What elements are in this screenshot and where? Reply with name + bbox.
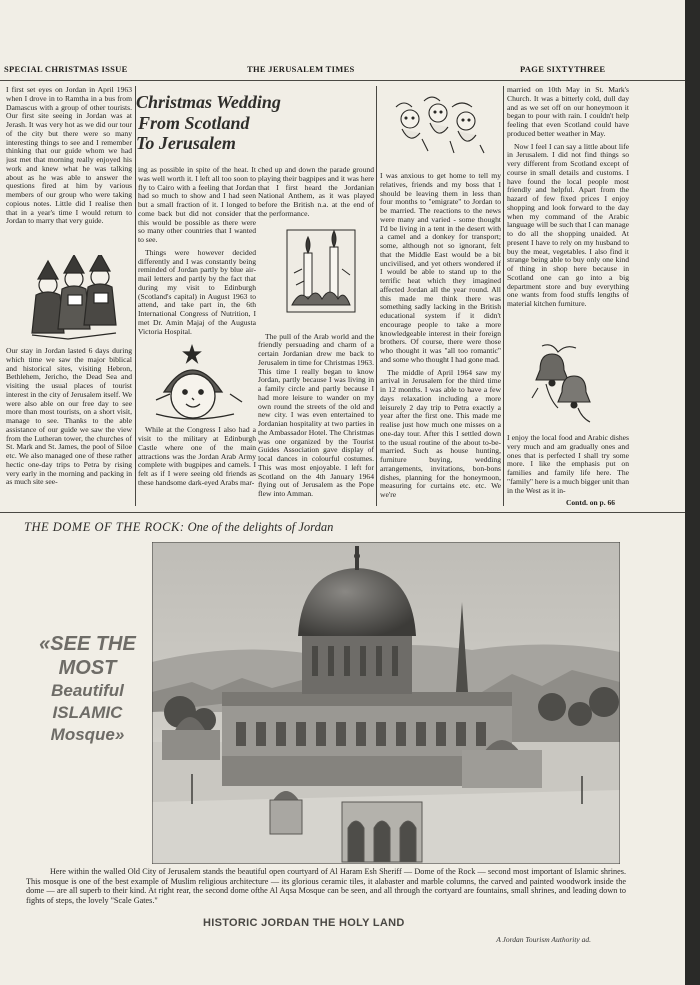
article-column-3 [258, 166, 374, 506]
header-rule [0, 80, 685, 81]
snowman-illustration [138, 340, 256, 426]
column-rule-2 [376, 86, 377, 506]
article-column-5a [507, 86, 629, 338]
ad-caption-title: THE DOME OF THE ROCK: [24, 520, 185, 534]
ad-caption-subtitle: One of the delights of Jordan [187, 520, 334, 534]
paragraph: married on 10th May in St. Mark's Church. It was a bitterly cold, dull day and as we set off on our honeymoon it began to pour with rain. I couldn't help feeling that even Scotland could have produced better weather in May. [507, 86, 629, 138]
candles-illustration [258, 223, 374, 333]
headline-line-1: Christmas Wedding [136, 92, 281, 112]
paragraph: While at the Congress I also had a visit to the military at Edinburgh Castle where one of the main attractions was the Jordan Arab Army complete with bugpipes and camels. I felt as if I were seeing old friends as these handsome dark-eyed Arabs mar- [138, 425, 256, 487]
headline-line-2: From Scotland [138, 112, 250, 133]
paragraph: Things were however decided differently and I was constantly being reminded of Jordan partly by blue air-mail letters and partly by the fact that during my visit to Edinburgh (Scotland's capital) in August 1963 to attend, and take part in, the 6th International Congress of Nutrition, I met Dr. Amin Majaj of the Augusta Victoria Hospital. [138, 247, 256, 336]
article-headline [136, 92, 376, 154]
header-issue: SPECIAL CHRISTMAS ISSUE [4, 64, 128, 74]
section-rule [0, 512, 685, 513]
article-column-1a [6, 86, 132, 256]
paragraph: Our stay in Jordan lasted 6 days during which time we saw the major biblical and historical sites, visiting Hebron, Bethlehem, Jericho, the Dead Sea and visiting the usual places of tourist interest in the city of Jerusalem itself. We were also able on our free day to see more than most tourists, on a short visit, manage to see. Thanks to the able assistance of our guide we saw the view from the Lutheran tower, the churches of St. Mark and St. James, the pool of Siloe etc. We also managed one of these rather hectic one-day trips to Petra by rising very early in the morning and packing in as much site see- [6, 347, 132, 487]
ad-body-text: Here within the walled Old City of Jerusalem stands the beautiful open courtyard of Al Haram Esh Sheriff — Dome of the Rock — second most important of Islamic shrines. This mosque is one of the best example of Muslim religious architecture — its glorious ceramic tiles, it alabaster and marble columns, the carved and painted woodwork inside the dome — are all superb to their kind. At right rear, the second dome ofthe Al Aqsa Mosque can be seen, and all through the cortyard are fountains, small shrines, and leading down to fights of steps, the lovely "Scale Gates." [26, 867, 626, 905]
paragraph: Now I feel I can say a little about life in Jerusalem. I did not find things so very different from Scotland except of course in small details and customs. I have found the local people most friendly and helpful. Apart from the hazard of few fixed prices I enjoy shopping and look forward to the day when my command of the Arabic language will be such that I can manage to do all the shopping unaided. At present I have to rely on my husband to buy the meat, vegetables. I also find it strange being able to buy only one kind of thing in shop here because in Scotland one can go into a big department store and buy everything one wants from food stuffs lengths of material kitchen furniture. [507, 141, 629, 308]
paragraph: I was anxious to get home to tell my relatives, friends and my boss that I should be leaving them in less than four months to "emigrate" to Jordan to be married. The reactions to the news were many and varied - some thought I'd be living in a tent in the desert with a camel and a donkey for transport; some, although not so ignorant, felt that the Middle East would be a bit uncivilised, and yet others wondered if I would be able to stand up to the terrific heat which they imagined affected Jordan all the year round. All this made me think there was something sadly lacking in the British educational system if it didn't encourage people to take a more knowledgeable interest in their foreign brothers. Of course, there were those who thought it was "all too romantic" and some who thought I had gone mad. [380, 172, 501, 364]
bells-illustration [528, 340, 598, 430]
paragraph: I first set eyes on Jordan in April 1963 when I drove in to Ramtha in a bus from Damascus with a group of other tourists. Our first site seeing in Jordan was at Jerash. It was very hot as we did our tour of the city but there were so many interesting things to see and I remember thinking that our guide whom we had just met that morning really enjoyed his work and knew what he was talking about as he was able to answer the questions fired at him by various members of our group who were taking copious notes. Little did I realise then that in a year's time I would return to Jordan to marry that very guide. [6, 86, 132, 226]
ad-slogan [20, 632, 155, 746]
headline-line-3: To Jerusalem [136, 133, 236, 153]
article-column-5b [507, 434, 629, 502]
header-page-number: PAGE SIXTYTHREE [520, 64, 606, 74]
ad-caption [24, 520, 333, 535]
slogan-line-5: Mosque» [50, 725, 125, 744]
dome-of-the-rock-photo [152, 542, 620, 864]
carol-singers-illustration [28, 255, 118, 347]
slogan-line-4: ISLAMIC [52, 703, 123, 722]
scan-edge [685, 0, 700, 985]
cherubs-illustration [392, 95, 488, 161]
article-column-1b [6, 347, 132, 509]
continued-note: Contd. on p. 66 [566, 498, 615, 507]
paragraph: The pull of the Arab world and the friendly persuading and charm of a certain Jordanian drew me back to Jerusalem in time for Christmas 1963. This time I really began to know Jordan, partly because I was living in a family circle and partly because I had more leisure to wander on my own round the streets of the old and new city. I was even entertained to Jordanian hospitality at two parties in the Ambassador Hotel. The Christmas was one organized by the Tourist Guides Association gave display of local dances in colourful costumes. This was most enjoyable. I left for Scotland on the 4th January 1964 flying out of Jerusalem as the Pope flew into Amman. [258, 331, 374, 498]
header-masthead: THE JERUSALEM TIMES [247, 64, 355, 74]
column-rule-3 [503, 86, 504, 506]
ad-footer-slogan: HISTORIC JORDAN THE HOLY LAND [203, 917, 405, 929]
article-column-2 [138, 166, 256, 506]
paragraph: I enjoy the local food and Arabic dishes very much and am gradually ones and ones that is perfected I shall try some more. I like the emphasis put on families and family life here. The "family" here is a much bigger unit than in the West as it in- [507, 434, 629, 495]
slogan-line-3: Beautiful [51, 681, 124, 700]
slogan-line-1: «SEE THE [39, 633, 136, 655]
paragraph: The middle of April 1964 saw my arrival in Jerusalem for the third time in 12 months. I was able to have a few days relaxation including a more leisurely 2 day trip to Petra exactly a year after the first one. This made me realise just how much one misses on a one-day tour. After this I settled down to the usual routine of the about to-be-married. Such as house hunting, furniture buying, wedding arrangements, invitations, bon-bons dishes, planning for the honeymoon, measuring for curtains etc. etc. We we're [380, 367, 501, 499]
ad-credit: A Jordan Tourism Authority ad. [496, 935, 591, 944]
article-column-4 [380, 172, 501, 508]
paragraph: ing as possible in spite of the heat. It was well worth it. I left all too soon to fly to Cairo with a feeling that Jordan had so much to show and I had seen but a small fraction of it. I longed to come back but did not consider that this would be possible as there were so many other countries that I wanted to see. [138, 166, 256, 244]
slogan-line-2: MOST [58, 657, 117, 679]
paragraph: ched up and down the parade ground playing their bagpipes and it was here that I first heard the Jordanian National Anthem, as it was played before the British n.a. at the end of the performance. [258, 166, 374, 218]
